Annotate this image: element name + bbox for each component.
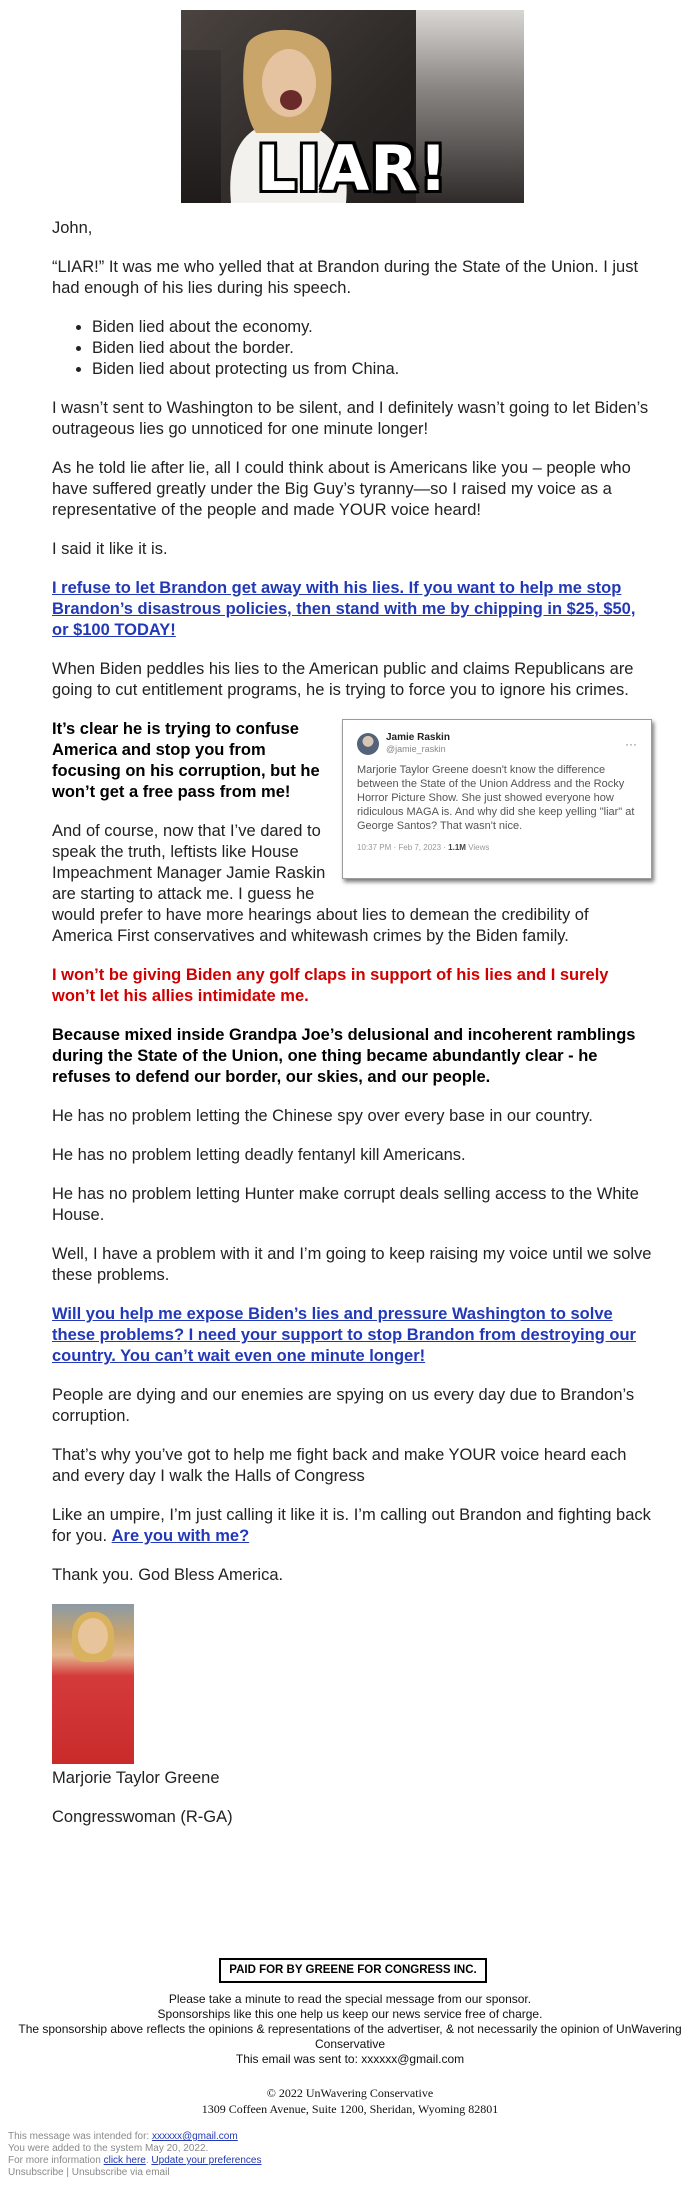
list-item: • Biden lied about the border. [92,338,652,359]
bold-paragraph: It’s clear he is trying to confuse America and stop you from focusing on his corruption, but he won’t get a free pass from me! [52,720,320,801]
hero-caption: LIAR! [256,132,449,203]
more-icon: ··· [625,736,637,751]
click-here-link[interactable]: click here [103,2155,146,2166]
tweet-author-handle: @jamie_raskin [386,744,446,754]
paragraph: He has no problem letting the Chinese spy over every base in our country. [52,1107,593,1125]
paragraph: Well, I have a problem with it and I’m going to keep raising my voice until we solve these problems. [52,1245,652,1284]
signature-title: Congresswoman (R-GA) [52,1808,233,1826]
paragraph: I wasn’t sent to Washington to be silent, and I definitely wasn’t going to let Biden’s outrageous lies go unnoticed for one minute longer! [52,399,649,438]
update-preferences-link[interactable]: Update your preferences [151,2155,262,2166]
tweet-timestamp: 10:37 PM · Feb 7, 2023 · [357,843,446,852]
email-body [52,218,652,1846]
paragraph: He has no problem letting Hunter make corrupt deals selling access to the White House. [52,1185,639,1224]
footer-line: This email was sent to: xxxxxx@gmail.com [235,2052,465,2066]
tweet-view-count: 1.1M [448,843,466,852]
embedded-tweet[interactable] [342,719,652,879]
paragraph [52,1505,652,1547]
paragraph: “LIAR!” It was me who yelled that at Brandon during the State of the Union. I just had enough of his lies during his speech. [52,258,639,297]
signature-name: Marjorie Taylor Greene [52,1769,220,1787]
avatar [357,733,379,755]
paragraph: Thank you. God Bless America. [52,1566,284,1584]
support-link[interactable]: Will you help me expose Biden’s lies and pressure Washington to solve these problems? I need your support to stop Brandon from destroying our country. You can’t wait even one minute longer! [52,1305,636,1365]
red-paragraph: I won’t be giving Biden any golf claps in support of his lies and I surely won’t let his allies intimidate me. [52,966,609,1005]
paragraph-text: Like an umpire, I’m just calling it like it is. I’m calling out Brandon and fighting back for you. [52,1506,651,1545]
list-item: • Biden lied about protecting us from China. [92,359,652,380]
copyright: © 2022 UnWavering Conservative [266,2086,434,2100]
paragraph: That’s why you’ve got to help me fight back and make YOUR voice heard each and every day I walk the Halls of Congress [52,1446,627,1485]
footer-line: Sponsorships like this one help us keep our news service free of charge. [157,2007,543,2021]
hero-image [181,10,524,203]
recipient-email-link[interactable]: xxxxxx@gmail.com [151,2131,238,2142]
tweet-views-label: Views [468,843,490,852]
paid-for-disclaimer: PAID FOR BY GREENE FOR CONGRESS INC. [219,1958,487,1983]
bullet-list [52,317,652,380]
tweet-text: Marjorie Taylor Greene doesn't know the difference between the State of the Union Address and the Rocky Horror Picture Show. She just showed everyone how ridiculous MAGA is. And why did she keep yelling "liar" at George Santos? That wasn't nice. [357,764,635,832]
paragraph: I said it like it is. [52,540,168,558]
bold-paragraph: Because mixed inside Grandpa Joe’s delusional and incoherent ramblings during the State of the Union, one thing became abundantly clear - he refuses to defend our border, our skies, and our people. [52,1026,636,1086]
email-meta: This message was intended for: xxxxxx@gmail.com You were added to the system May 20, 2022. For more information click here. Update your preferences Unsubscribe | Unsubscribe via email [8,2131,262,2178]
signature-photo [52,1604,134,1764]
meta-text: For more information [8,2155,101,2166]
are-you-with-me-link[interactable]: Are you with me? [111,1527,250,1545]
greeting: John, [52,219,93,237]
unsubscribe-links[interactable]: Unsubscribe | Unsubscribe via email [8,2167,170,2178]
mailing-address: 1309 Coffeen Avenue, Suite 1200, Sheridan, Wyoming 82801 [201,2102,499,2116]
tweet-author-name: Jamie Raskin [386,732,450,743]
list-item: • Biden lied about the economy. [92,317,652,338]
donate-link[interactable]: I refuse to let Brandon get away with his lies. If you want to help me stop Brandon’s disastrous policies, then stand with me by chipping in $25, $50, or $100 TODAY! [52,579,636,639]
meta-text: This message was intended for: [8,2131,150,2142]
tweet-meta [357,841,637,855]
copyright-block [0,2085,700,2117]
sponsor-footer [0,1992,700,2067]
paragraph: When Biden peddles his lies to the American public and claims Republicans are going to cut entitlement programs, he is trying to force you to ignore his crimes. [52,660,634,699]
meta-text: You were added to the system May 20, 2022. [8,2143,209,2154]
paragraph: And of course, now that I’ve dared to speak the truth, leftists like House Impeachment Manager Jamie Raskin are starting to attack me. I guess he would prefer to have more hearings about lies to demean the credibility of America First conservatives and whitewash crimes by the Biden family. [52,822,589,945]
footer-line: The sponsorship above reflects the opinions & representations of the advertiser, & not necessarily the opinion of UnWavering Conservative [18,2022,682,2051]
paragraph: He has no problem letting deadly fentanyl kill Americans. [52,1146,466,1164]
paragraph: People are dying and our enemies are spying on us every day due to Brandon’s corruption. [52,1386,635,1425]
footer-line: Please take a minute to read the special message from our sponsor. [168,1992,532,2006]
paragraph: As he told lie after lie, all I could think about is Americans like you – people who have suffered greatly under the Big Guy’s tyranny—so I raised my voice as a representative of the people and made YOUR voice heard! [52,459,631,519]
